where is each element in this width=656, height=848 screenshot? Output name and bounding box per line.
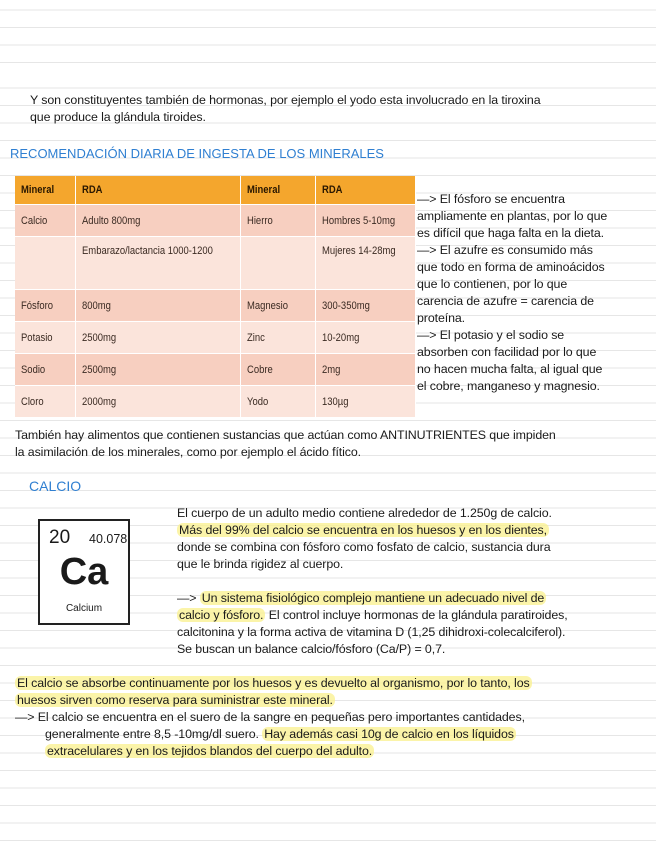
calcio-p3-line-5: extracelulares y en los tejidos blandos del cuerpo del adulto. (47, 744, 373, 758)
element-atomic-number: 20 (49, 527, 71, 548)
table-cell: Mujeres 14-28mg (315, 237, 415, 290)
side-note-line: no hacen mucha falta, al igual que (417, 362, 603, 376)
calcio-p3-line-3: —> El calcio se encuentra en el suero de la sangre en pequeñas pero importantes cantidades, (15, 710, 525, 724)
calcio-p1-line-4: que le brinda rigidez al cuerpo. (177, 557, 344, 571)
side-note-line: es difícil que haga falta en la dieta. (417, 226, 605, 240)
table-cell: Cloro (15, 386, 75, 418)
calcio-p1-line-2: Más del 99% del calcio se encuentra en los huesos y en los dientes, (179, 523, 547, 537)
table-cell (15, 237, 75, 290)
calcio-p3-line-1-wrap (15, 675, 532, 692)
table-cell: Potasio (15, 322, 75, 354)
table-cell: 300-350mg (315, 290, 415, 322)
table-row (15, 237, 415, 290)
side-note-line: carencia de azufre = carencia de (417, 294, 594, 308)
table-cell: Fósforo (15, 290, 75, 322)
calcio-p3-line-1: El calcio se absorbe continuamente por los huesos y es devuelto al organismo, por lo tanto, los (17, 676, 530, 690)
intro-line-1: Y son constituyentes también de hormonas, por ejemplo el yodo esta involucrado en la tiroxina (30, 93, 541, 107)
calcio-p3-line-4-wrap (15, 726, 532, 743)
antinutrients-line-1: También hay alimentos que contienen sustancias que actúan como ANTINUTRIENTES que impiden (15, 428, 556, 442)
calcio-p2-arrow: —> (177, 591, 200, 605)
rda-header-rda-1: RDA (75, 176, 240, 205)
table-cell: Cobre (240, 354, 315, 386)
table-cell: Yodo (240, 386, 315, 418)
element-atomic-mass: 40.078 (89, 532, 128, 546)
rda-table (15, 176, 416, 417)
rda-table-wrap (15, 176, 416, 417)
rda-heading: RECOMENDACIÓN DIARIA DE INGESTA DE LOS MINERALES (10, 146, 384, 161)
table-cell: 2500mg (75, 322, 240, 354)
side-note-line: absorben con facilidad por lo que (417, 345, 597, 359)
rda-side-notes (417, 191, 647, 395)
calcio-p2-line-2b: El control incluye hormonas de la glándula paratiroides, (265, 608, 568, 622)
table-row (15, 290, 415, 322)
element-symbol: Ca (59, 551, 109, 593)
rda-table-header-row (15, 176, 415, 205)
side-note-line: el cobre, manganeso y magnesio. (417, 379, 600, 393)
calcio-p2-line-2-wrap (177, 607, 568, 624)
calcio-heading: CALCIO (29, 478, 82, 494)
table-row (15, 354, 415, 386)
side-note-line: que lo contienen, por lo que (417, 277, 568, 291)
table-cell: 2mg (315, 354, 415, 386)
side-note-line: —> El azufre es consumido más (417, 243, 593, 257)
table-row (15, 322, 415, 354)
rda-header-rda-2: RDA (315, 176, 415, 205)
table-cell (240, 237, 315, 290)
table-cell: Embarazo/lactancia 1000-1200 (75, 237, 240, 290)
table-cell: 2000mg (75, 386, 240, 418)
element-name: Calcium (65, 603, 103, 614)
calcio-p1-line-2-wrap (177, 522, 552, 539)
side-note-line: proteína. (417, 311, 466, 325)
table-cell: Sodio (15, 354, 75, 386)
table-cell: Hombres 5-10mg (315, 205, 415, 237)
calcio-p1 (177, 505, 552, 573)
table-cell: Calcio (15, 205, 75, 237)
table-cell: 800mg (75, 290, 240, 322)
table-row (15, 386, 415, 418)
calcio-p3-line-2: huesos sirven como reserva para suministrar este mineral. (17, 693, 333, 707)
calcio-p3-line-5-wrap (15, 743, 532, 760)
side-note-line: ampliamente en plantas, por lo que (417, 209, 608, 223)
calcio-p2 (177, 590, 568, 658)
table-cell: Magnesio (240, 290, 315, 322)
side-note-line: —> El fósforo se encuentra (417, 192, 565, 206)
intro-line-2: que produce la glándula tiroides. (30, 110, 206, 124)
calcio-p2-line-2a: calcio y fósforo. (179, 608, 264, 622)
table-cell: Hierro (240, 205, 315, 237)
calcio-p2-line-3: calcitonina y la forma activa de vitamina D (1,25 dihidroxi-colecalciferol). (177, 625, 566, 639)
calcio-p3-line-4a: generalmente entre 8,5 -10mg/dl suero. (45, 727, 259, 741)
calcio-p3 (15, 675, 532, 760)
side-note-line: —> El potasio y el sodio se (417, 328, 565, 342)
side-note-line: que todo en forma de aminoácidos (417, 260, 605, 274)
calcio-p1-line-1: El cuerpo de un adulto medio contiene alrededor de 1.250g de calcio. (177, 506, 552, 520)
rda-header-mineral-1: Mineral (15, 176, 75, 205)
table-row (15, 205, 415, 237)
antinutrients-line-2: la asimilación de los minerales, como por ejemplo el ácido fítico. (15, 445, 362, 459)
table-cell: Zinc (240, 322, 315, 354)
calcio-p2-line-4: Se buscan un balance calcio/fósforo (Ca/P) = 0,7. (177, 642, 446, 656)
table-cell: 130µg (315, 386, 415, 418)
calcio-p1-line-3: donde se combina con fósforo como fosfato de calcio, sustancia dura (177, 540, 551, 554)
table-cell: 10-20mg (315, 322, 415, 354)
calcio-p3-line-4b: Hay además casi 10g de calcio en los líquidos (264, 727, 514, 741)
table-cell: 2500mg (75, 354, 240, 386)
calcio-p2-line-1-wrap (177, 590, 568, 607)
calcio-p3-line-2-wrap (15, 692, 532, 709)
calcium-element-tile (38, 519, 130, 625)
table-cell: Adulto 800mg (75, 205, 240, 237)
calcio-p2-line-1: Un sistema fisiológico complejo mantiene un adecuado nivel de (201, 591, 545, 605)
rda-header-mineral-2: Mineral (240, 176, 315, 205)
